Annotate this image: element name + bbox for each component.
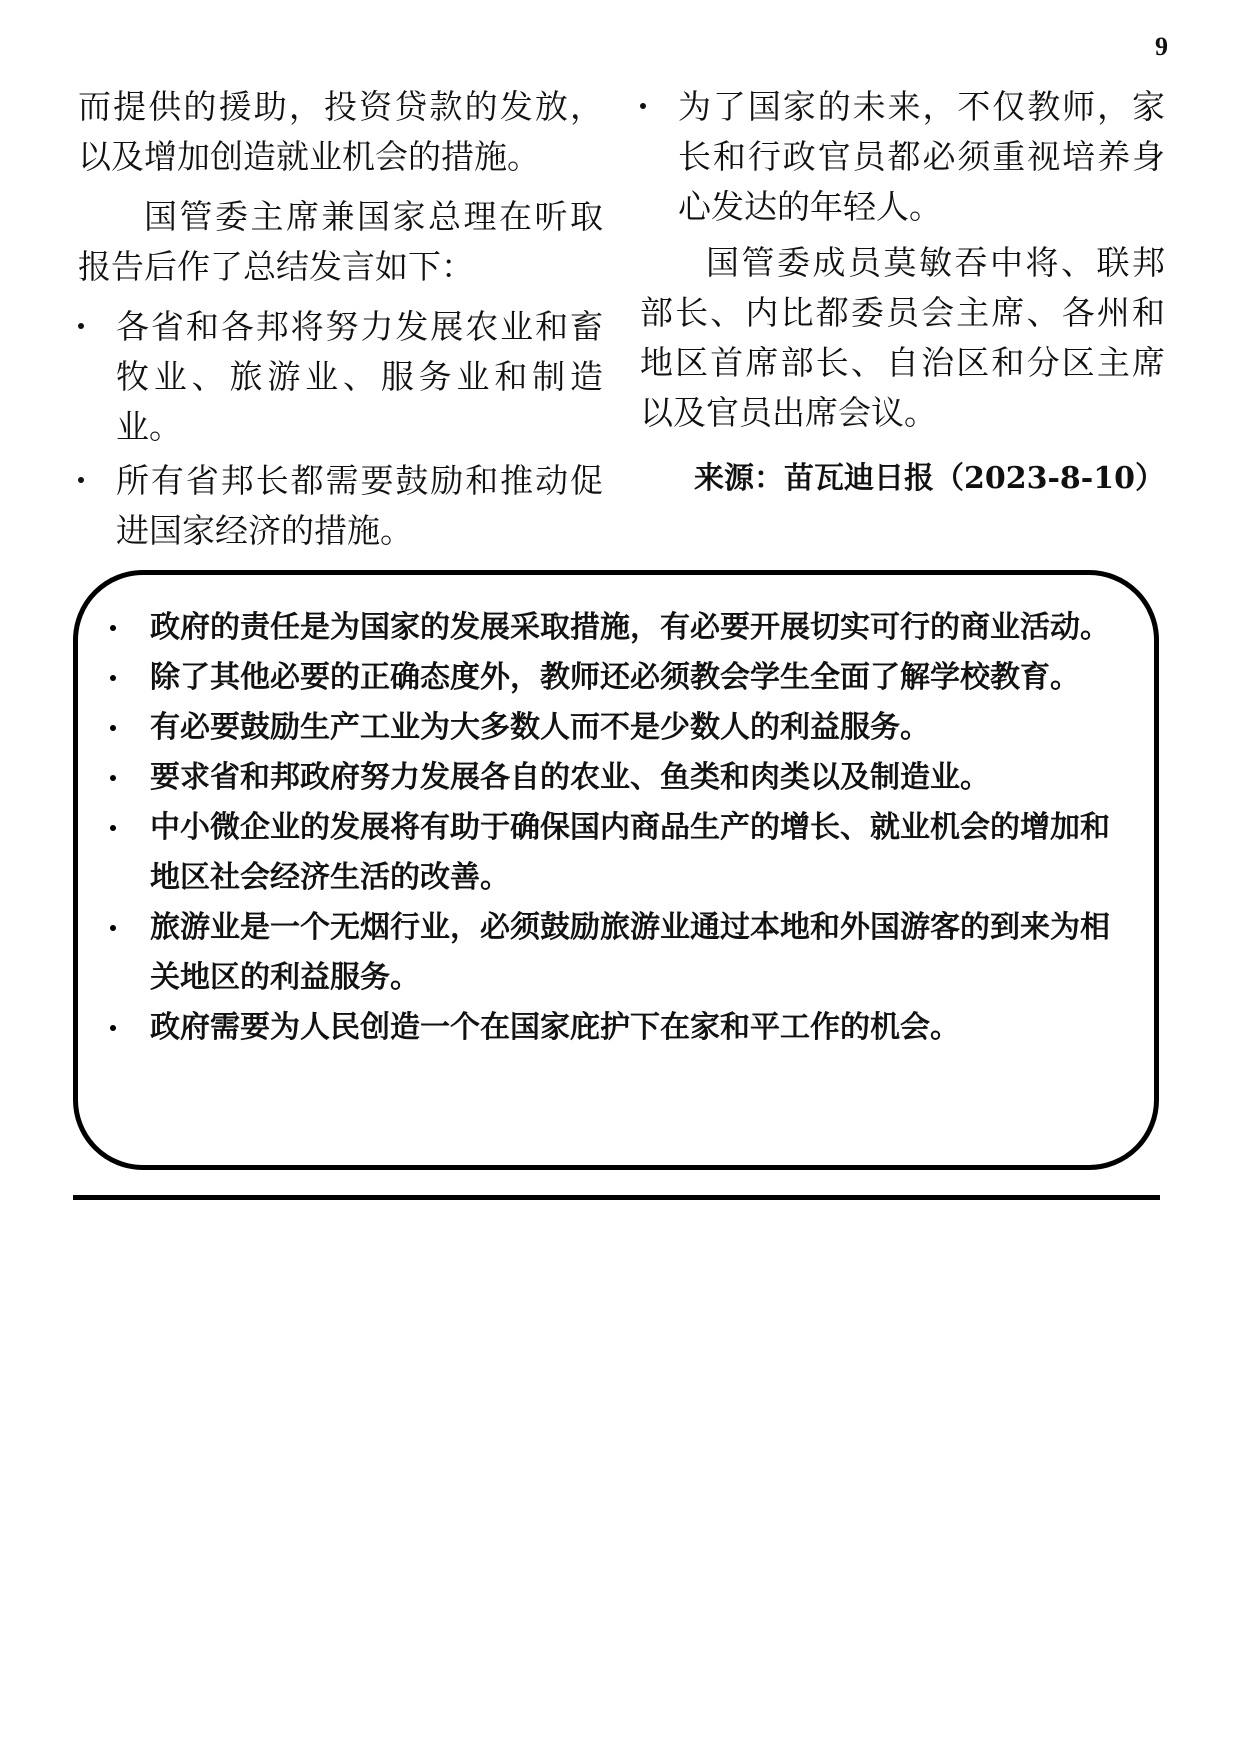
bullet-icon: [110, 725, 116, 731]
bullet-icon: [110, 1025, 116, 1031]
list-item-text: 所有省邦长都需要鼓励和推动促进国家经济的措施。: [116, 461, 603, 550]
bullet-icon: [110, 625, 116, 631]
summary-item-text: 政府的责任是为国家的发展采取措施，有必要开展切实可行的商业活动。: [150, 610, 1110, 645]
summary-item-text: 要求省和邦政府努力发展各自的农业、鱼类和肉类以及制造业。: [150, 760, 990, 795]
bullet-icon: [640, 103, 646, 109]
summary-item: [106, 903, 1116, 1003]
summary-item-text: 除了其他必要的正确态度外，教师还必须教会学生全面了解学校教育。: [150, 660, 1080, 695]
list-item: [78, 302, 603, 452]
bullet-icon: [110, 825, 116, 831]
summary-list: [106, 603, 1116, 1053]
page-number: 9: [1155, 32, 1168, 61]
left-paragraph-continuation: 而提供的援助，投资贷款的发放，以及增加创造就业机会的措施。: [78, 87, 603, 176]
summary-item: [106, 753, 1116, 803]
summary-item: [106, 1003, 1116, 1053]
right-paragraph-attendees: 国管委成员莫敏吞中将、联邦部长、内比都委员会主席、各州和地区首席部长、自治区和分区主席以及官员出席会议。: [640, 243, 1165, 432]
summary-box: [73, 570, 1159, 1170]
bullet-icon: [78, 323, 84, 329]
summary-item-text: 有必要鼓励生产工业为大多数人而不是少数人的利益服务。: [150, 710, 930, 745]
source-citation: 来源：苗瓦迪日报（2023-8-10）: [693, 461, 1165, 496]
list-item-text: 为了国家的未来，不仅教师，家长和行政官员都必须重视培养身心发达的年轻人。: [678, 87, 1165, 226]
right-column: [640, 82, 1165, 504]
summary-item-text: 旅游业是一个无烟行业，必须鼓励旅游业通过本地和外国游客的到来为相关地区的利益服务。: [150, 910, 1110, 995]
list-item: [78, 456, 603, 556]
summary-item-text: 中小微企业的发展将有助于确保国内商品生产的增长、就业机会的增加和地区社会经济生活的改善。: [150, 810, 1110, 895]
left-column: [78, 82, 603, 562]
bottom-divider: [73, 1195, 1160, 1200]
bullet-icon: [110, 925, 116, 931]
left-paragraph-summary-intro: 国管委主席兼国家总理在听取报告后作了总结发言如下：: [78, 197, 603, 286]
summary-item: [106, 603, 1116, 653]
bullet-icon: [110, 775, 116, 781]
bullet-icon: [78, 477, 84, 483]
summary-item: [106, 653, 1116, 703]
bullet-icon: [110, 675, 116, 681]
summary-item: [106, 803, 1116, 903]
summary-item: [106, 703, 1116, 753]
list-item: [640, 82, 1165, 232]
list-item-text: 各省和各邦将努力发展农业和畜牧业、旅游业、服务业和制造业。: [116, 307, 603, 446]
right-bullet-list: [640, 82, 1165, 232]
summary-item-text: 政府需要为人民创造一个在国家庇护下在家和平工作的机会。: [150, 1010, 960, 1045]
left-bullet-list: [78, 302, 603, 556]
